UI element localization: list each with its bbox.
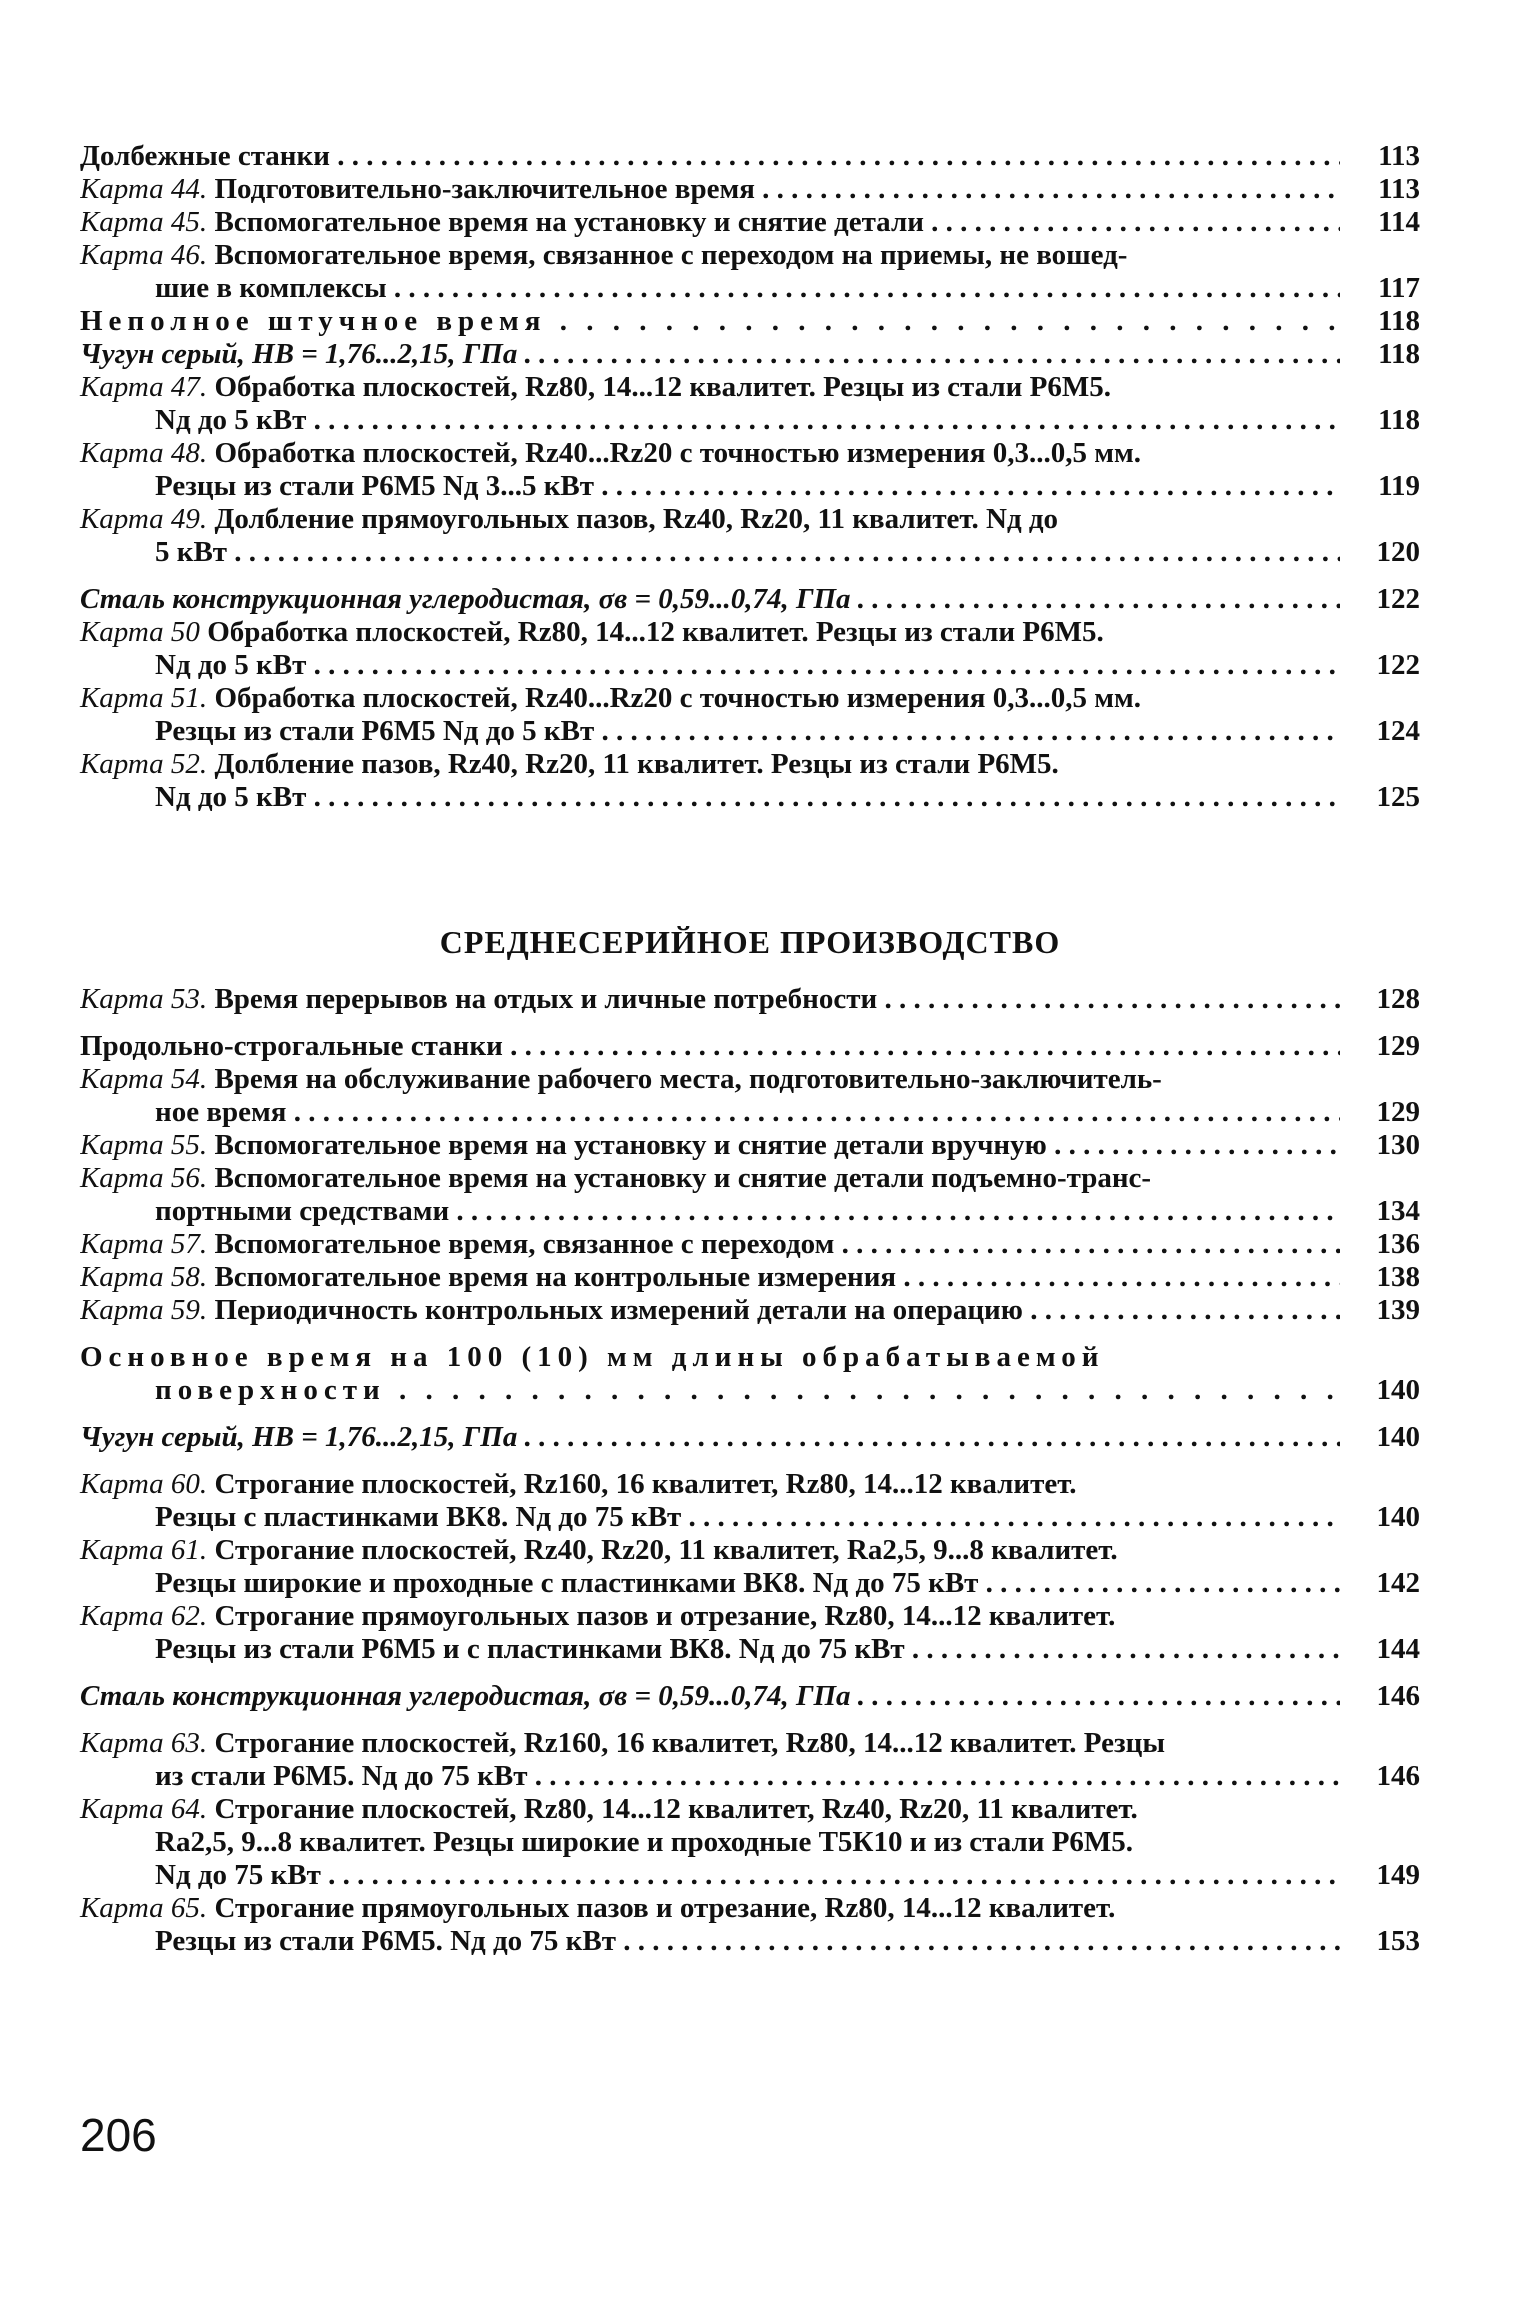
toc-entry-text-cont: Резцы из стали Р6М5 и с пластинками ВК8. Nд до 75 кВт . . . (80, 1633, 1340, 1666)
toc-entry (80, 1030, 1420, 1063)
toc-page-ref: 118 (1378, 404, 1420, 436)
toc-entry (80, 1228, 1420, 1261)
toc-entry-text: Строгание прямоугольных пазов и отрезание, Rz80, 14...12 квалитет. (214, 1600, 1116, 1632)
toc-entry-text: Обработка плоскостей, Rz80, 14...12 квалитет. Резцы из стали Р6М5. (214, 371, 1111, 403)
toc-entry (80, 616, 1420, 682)
toc-entry (80, 1341, 1420, 1407)
toc-entry (80, 1421, 1420, 1454)
toc-entry (80, 1294, 1420, 1327)
card-label: Карта 45. (80, 206, 208, 238)
toc-entry-text: Чугун серый, НВ = 1,76...2,15, ГПа . . . (80, 338, 1340, 371)
toc-entry-text: Основное время на 100 (10) мм длины обрабатываемой (80, 1341, 1105, 1373)
toc-entry (80, 1793, 1420, 1892)
card-label: Карта 51. (80, 682, 208, 714)
toc-entry-text: Долбление прямоугольных пазов, Rz40, Rz20, 11 квалитет. Nд до (214, 503, 1059, 535)
toc-entry-text: Строгание плоскостей, Rz160, 16 квалитет, Rz80, 14...12 квалитет. Резцы (214, 1727, 1165, 1759)
toc-entry (80, 371, 1420, 437)
card-label: Карта 47. (80, 371, 208, 403)
toc-entry-text: Строгание плоскостей, Rz160, 16 квалитет, Rz80, 14...12 квалитет. (214, 1468, 1077, 1500)
toc-entry-text: Время на обслуживание рабочего места, подготовительно-заключитель- (214, 1063, 1162, 1095)
toc-page-ref: 140 (1376, 1421, 1420, 1453)
toc-page-ref: 113 (1378, 173, 1420, 205)
toc-page-ref: 122 (1376, 583, 1420, 615)
toc-page-ref: 125 (1376, 781, 1420, 813)
card-label: Карта 50 (80, 616, 200, 648)
card-label: Карта 58. (80, 1261, 208, 1293)
toc-page-ref: 129 (1376, 1096, 1420, 1128)
toc-entry-text: Продольно-строгальные станки . . . (80, 1030, 1340, 1063)
toc-page-ref: 138 (1376, 1261, 1420, 1293)
toc-entry-text: Сталь конструкционная углеродистая, σв = 0,59...0,74, ГПа . . . (80, 1680, 1340, 1713)
toc-entry-text: Строгание прямоугольных пазов и отрезание, Rz80, 14...12 квалитет. (214, 1892, 1116, 1924)
toc-entry-text-cont: поверхности . . . (80, 1374, 1340, 1407)
toc-entry (80, 338, 1420, 371)
toc-entry (80, 1261, 1420, 1294)
card-label: Карта 62. (80, 1600, 208, 1632)
table-of-contents (80, 140, 1420, 1958)
card-label: Карта 64. (80, 1793, 208, 1825)
toc-page-ref: 129 (1376, 1030, 1420, 1062)
card-label: Карта 60. (80, 1468, 208, 1500)
toc-entry-text-cont: 5 кВт . . . (80, 536, 1340, 569)
toc-page-ref: 122 (1376, 649, 1420, 681)
toc-entry (80, 983, 1420, 1016)
card-label: Карта 48. (80, 437, 208, 469)
toc-entry-text: Вспомогательное время на установку и снятие детали подъемно-транс- (214, 1162, 1152, 1194)
card-label: Карта 49. (80, 503, 208, 535)
toc-entry-text-cont: ное время . . . (80, 1096, 1340, 1129)
toc-entry-text: Чугун серый, НВ = 1,76...2,15, ГПа . . . (80, 1421, 1340, 1454)
toc-entry-text: Неполное штучное время . . . (80, 305, 1340, 338)
toc-entry-text: Вспомогательное время на установку и снятие детали (214, 206, 924, 238)
toc-page-ref: 130 (1376, 1129, 1420, 1161)
card-label: Карта 55. (80, 1129, 208, 1161)
card-label: Карта 54. (80, 1063, 208, 1095)
toc-page-ref: 139 (1376, 1294, 1420, 1326)
toc-entry-text: Долбежные станки . . . (80, 140, 1340, 173)
toc-entry-text-cont: Резцы из стали Р6М5 Nд до 5 кВт . . . (80, 715, 1340, 748)
toc-entry (80, 748, 1420, 814)
toc-entry-text: Обработка плоскостей, Rz80, 14...12 квалитет. Резцы из стали Р6М5. (207, 616, 1104, 648)
toc-entry-text: Сталь конструкционная углеродистая, σв = 0,59...0,74, ГПа . . . (80, 583, 1340, 616)
card-label: Карта 56. (80, 1162, 208, 1194)
toc-page-ref: 118 (1378, 338, 1420, 370)
toc-entry-text: Время перерывов на отдых и личные потребности (214, 983, 878, 1015)
toc-entry-text-cont: Nд до 75 кВт . . . (80, 1859, 1340, 1892)
toc-page-ref: 140 (1376, 1501, 1420, 1533)
toc-entry-text: Подготовительно-заключительное время (214, 173, 755, 205)
toc-entry (80, 583, 1420, 616)
toc-entry-text-cont: Nд до 5 кВт . . . (80, 781, 1340, 814)
toc-page-ref: 124 (1376, 715, 1420, 747)
toc-entry-text-cont: шие в комплексы . . . (80, 272, 1340, 305)
card-label: Карта 53. (80, 983, 208, 1015)
toc-entry-text-cont: Резцы с пластинками ВК8. Nд до 75 кВт . . . (80, 1501, 1340, 1534)
toc-entry (80, 1534, 1420, 1600)
card-label: Карта 63. (80, 1727, 208, 1759)
toc-page-ref: 144 (1376, 1633, 1420, 1665)
toc-entry-text: Долбление пазов, Rz40, Rz20, 11 квалитет. Резцы из стали Р6М5. (214, 748, 1059, 780)
toc-entry (80, 1727, 1420, 1793)
toc-entry-text: Вспомогательное время на установку и снятие детали вручную (214, 1129, 1047, 1161)
toc-entry (80, 206, 1420, 239)
toc-entry (80, 1680, 1420, 1713)
toc-entry (80, 503, 1420, 569)
toc-page-ref: 149 (1376, 1859, 1420, 1891)
toc-page-ref: 146 (1376, 1680, 1420, 1712)
toc-entry-text: Вспомогательное время на контрольные измерения (214, 1261, 897, 1293)
toc-entry (80, 682, 1420, 748)
toc-page-ref: 117 (1378, 272, 1420, 304)
toc-entry-text-cont: портными средствами . . . (80, 1195, 1340, 1228)
toc-page-ref: 128 (1376, 983, 1420, 1015)
toc-page-ref: 146 (1376, 1760, 1420, 1792)
toc-page-ref: 142 (1376, 1567, 1420, 1599)
toc-entry (80, 140, 1420, 173)
card-label: Карта 65. (80, 1892, 208, 1924)
section-heading: СРЕДНЕСЕРИЙНОЕ ПРОИЗВОДСТВО (439, 924, 1061, 960)
toc-entry-text-cont: из стали Р6М5. Nд до 75 кВт . . . (80, 1760, 1340, 1793)
toc-page-ref: 113 (1378, 140, 1420, 172)
toc-entry-text: Вспомогательное время, связанное с переходом (214, 1228, 835, 1260)
card-label: Карта 46. (80, 239, 208, 271)
toc-entry-text: Вспомогательное время, связанное с переходом на приемы, не вошед- (214, 239, 1128, 271)
toc-page-ref: 136 (1376, 1228, 1420, 1260)
card-label: Карта 52. (80, 748, 208, 780)
toc-entry (80, 1600, 1420, 1666)
toc-entry-text-cont: Nд до 5 кВт . . . (80, 404, 1340, 437)
toc-entry (80, 1063, 1420, 1129)
toc-page-ref: 153 (1376, 1925, 1420, 1957)
toc-entry-text: Строгание плоскостей, Rz80, 14...12 квалитет, Rz40, Rz20, 11 квалитет. (214, 1793, 1138, 1825)
toc-page-ref: 120 (1376, 536, 1420, 568)
toc-page-ref: 119 (1378, 470, 1420, 502)
card-label: Карта 61. (80, 1534, 208, 1566)
toc-entry-text-cont: Nд до 5 кВт . . . (80, 649, 1340, 682)
toc-entry (80, 437, 1420, 503)
toc-page-ref: 140 (1376, 1374, 1420, 1406)
toc-entry-text-cont: Резцы из стали Р6М5 Nд 3...5 кВт . . . (80, 470, 1340, 503)
toc-entry-text: Периодичность контрольных измерений детали на операцию (214, 1294, 1023, 1326)
page-number: 206 (80, 2109, 157, 2161)
card-label: Карта 59. (80, 1294, 208, 1326)
toc-entry-text-cont: Ra2,5, 9...8 квалитет. Резцы широкие и проходные Т5К10 и из стали Р6М5. (155, 1826, 1134, 1858)
toc-entry (80, 1892, 1420, 1958)
toc-page-ref: 114 (1378, 206, 1420, 238)
toc-page-ref: 118 (1378, 305, 1420, 337)
toc-entry-text: Строгание плоскостей, Rz40, Rz20, 11 квалитет, Ra2,5, 9...8 квалитет. (214, 1534, 1118, 1566)
toc-entry (80, 1162, 1420, 1228)
toc-entry (80, 173, 1420, 206)
toc-entry-text-cont: Резцы широкие и проходные с пластинками ВК8. Nд до 75 кВт . . . (80, 1567, 1340, 1600)
toc-entry-text-cont: Резцы из стали Р6М5. Nд до 75 кВт . . . (80, 1925, 1340, 1958)
toc-entry (80, 1129, 1420, 1162)
card-label: Карта 44. (80, 173, 208, 205)
toc-entry-text: Обработка плоскостей, Rz40...Rz20 с точностью измерения 0,3...0,5 мм. (214, 437, 1141, 469)
toc-entry-text: Обработка плоскостей, Rz40...Rz20 с точностью измерения 0,3...0,5 мм. (214, 682, 1141, 714)
toc-entry (80, 239, 1420, 305)
toc-page-ref: 134 (1376, 1195, 1420, 1227)
toc-entry (80, 1468, 1420, 1534)
card-label: Карта 57. (80, 1228, 208, 1260)
toc-entry (80, 305, 1420, 338)
